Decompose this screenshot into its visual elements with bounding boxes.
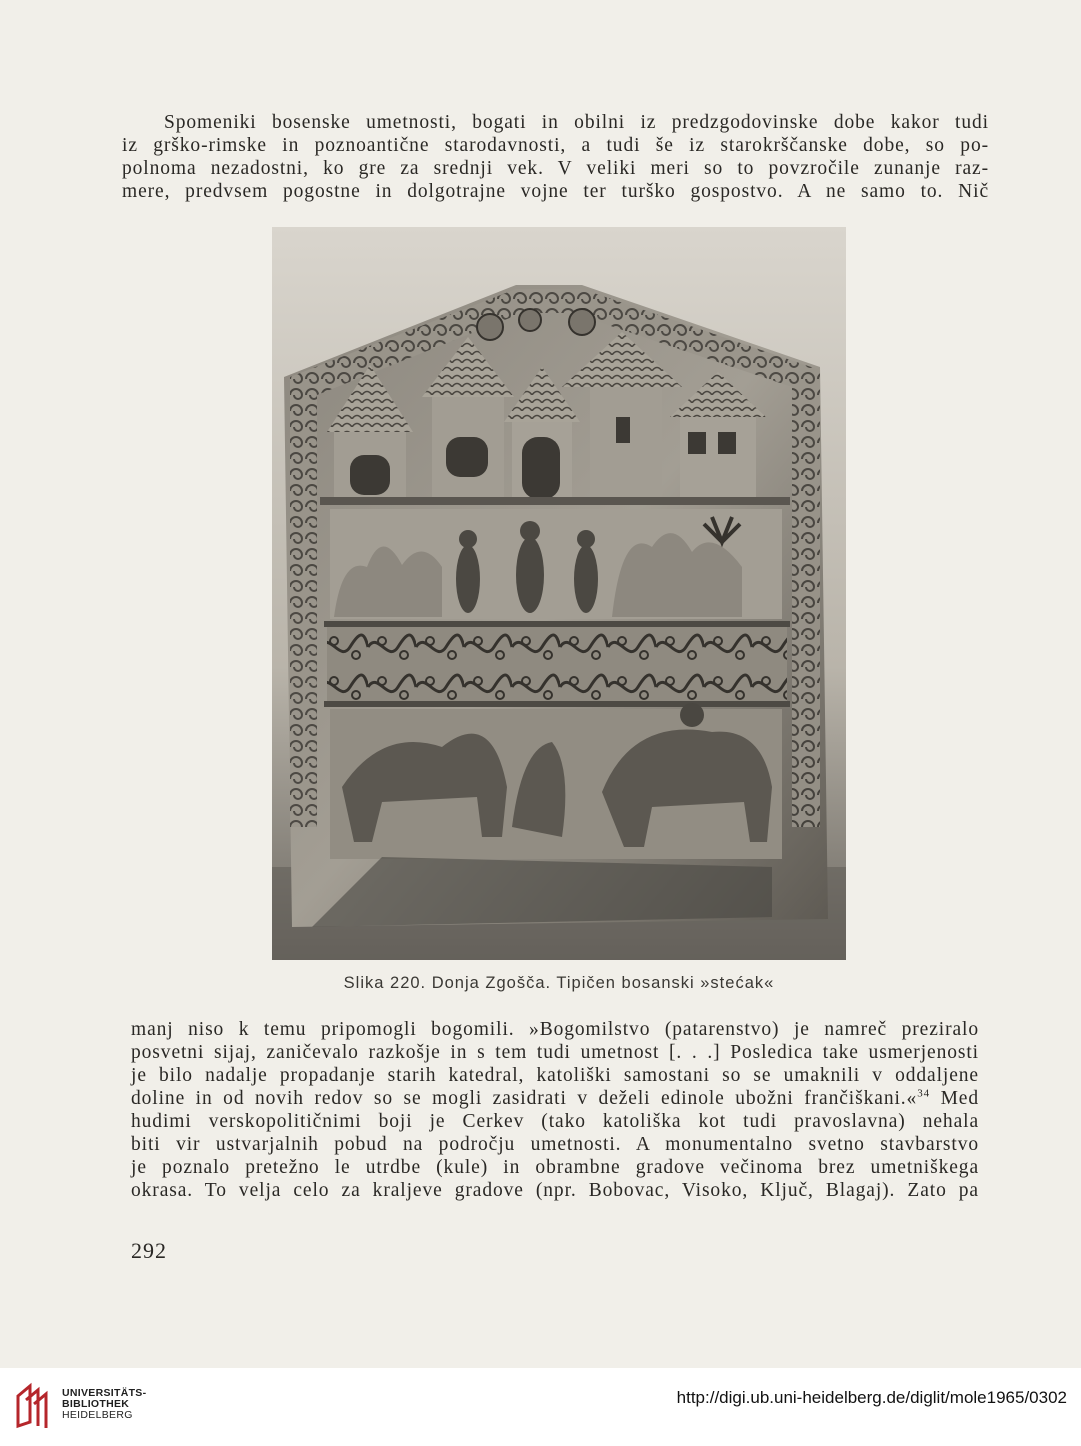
stecak-relief-image — [272, 227, 846, 960]
figure-caption: Slika 220. Donja Zgošča. Tipičen bosanski »stećak« — [343, 974, 775, 992]
footnote-reference[interactable]: 34 — [917, 1087, 931, 1100]
bottom-paragraph — [131, 1018, 979, 1202]
page-number: 292 — [131, 1238, 167, 1263]
text-line: posvetni sijaj, zaničevalo razkošje in s tem tudi umetnost [. . .] Posledica take usmerjenosti — [131, 1042, 979, 1063]
library-name — [62, 1388, 146, 1421]
stecak-photograph — [272, 227, 846, 960]
text-segment: doline in od novih redov so se mogli zasidrati v deželi edinole ubožni frančiškani.« — [131, 1088, 918, 1109]
text-line: hudimi verskopolitičnimi boji je Cerkev (tako katoliška kot tudi pravoslavna) nehala — [131, 1111, 979, 1132]
text-line-with-footnote — [131, 1087, 979, 1110]
text-line: je bilo nadalje propadanje starih katedral, katoliški samostani so se umaknili v oddaljene — [131, 1065, 979, 1086]
library-name-line: HEIDELBERG — [62, 1409, 133, 1421]
text-line: biti vir ustvarjalnih pobud na področju umetnosti. A monumentalno svetno stavbarstvo — [131, 1134, 979, 1155]
digitization-footer — [0, 1368, 1081, 1446]
text-segment: Med — [930, 1088, 980, 1109]
permalink-url[interactable]: http://digi.ub.uni-heidelberg.de/diglit/mole1965/0302 — [676, 1388, 1067, 1407]
university-library-logo-icon[interactable] — [14, 1382, 54, 1430]
library-name-line: UNIVERSITÄTS- — [62, 1387, 147, 1399]
text-line: iz grško-rimske in poznoantične starodavnosti, a tudi še iz starokrščanske dobe, so po- — [122, 135, 989, 156]
text-line: mere, predvsem pogostne in dolgotrajne vojne ter turško gospostvo. A ne samo to. Nič — [122, 181, 989, 202]
text-line: manj niso k temu pripomogli bogomili. »Bogomilstvo (patarenstvo) je namreč preziralo — [131, 1019, 979, 1040]
top-paragraph — [122, 111, 989, 203]
text-line: polnoma nezadostni, ko gre za srednji vek. V veliki meri so to povzročile zunanje raz- — [122, 158, 989, 179]
text-line: okrasa. To velja celo za kraljeve gradove (npr. Bobovac, Visoko, Ključ, Blagaj). Zato pa — [131, 1180, 979, 1201]
text-line: Spomeniki bosenske umetnosti, bogati in obilni iz predzgodovinske dobe kakor tudi — [164, 112, 989, 133]
library-name-line: BIBLIOTHEK — [62, 1398, 130, 1410]
text-line: je poznalo pretežno le utrdbe (kule) in obrambne gradove večinoma brez umetniškega — [131, 1157, 979, 1178]
